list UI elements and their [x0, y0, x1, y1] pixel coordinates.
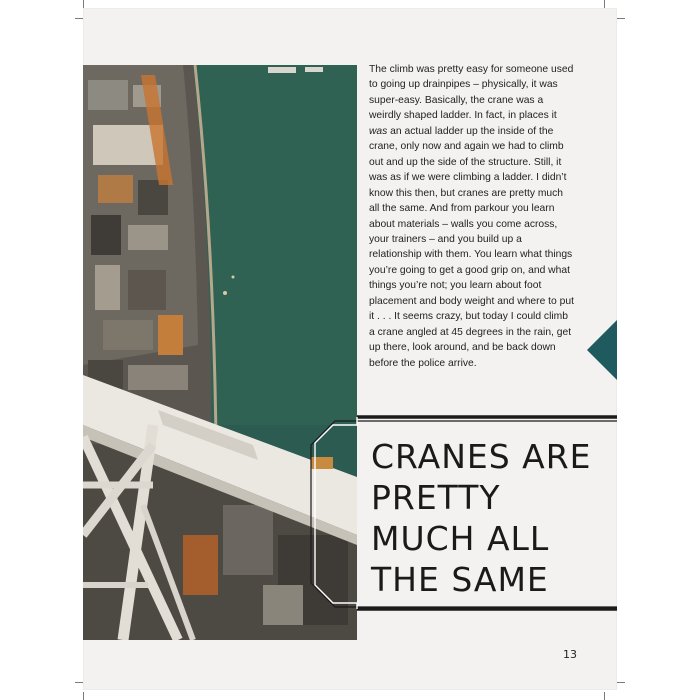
crop-mark-top-left-h — [75, 18, 83, 19]
body-text-part-1: The climb was pretty easy for someone used to going up drainpipes – physically, it was super-easy. Basically, the crane was a weirdly shaped ladder. In fact, in places it — [369, 64, 574, 122]
crop-mark-top-left-v — [83, 0, 84, 8]
pull-quote-line-3: MUCH ALL — [371, 519, 550, 558]
teal-triangle-tab — [587, 320, 617, 380]
body-paragraph — [369, 62, 574, 371]
pull-quote-line-2: PRETTY — [371, 478, 501, 517]
pull-quote-line-1: CRANES ARE — [371, 437, 592, 476]
page-number: 13 — [563, 648, 577, 661]
crop-mark-bottom-left-v — [83, 692, 84, 700]
crop-mark-bottom-right-v — [604, 692, 605, 700]
pull-quote-line-4: THE SAME — [371, 560, 549, 599]
crop-mark-bottom-left-h — [75, 682, 83, 683]
body-text-part-2: an actual ladder up the inside of the crane, only now and again we had to climb out and up the side of the structure. Still, it was as if we were climbing a ladder. I didn’t know this then, but cranes are pretty much all the same. And from parkour you learn about materials – walls you come across, your trainers – and you build up a relationship with them. You learn what things you’re going to get a good grip on, and what things you’re not; you learn about foot placement and body weight and where to put it . . . It seems crazy, but today I could climb a crane angled at 45 degrees in the rain, get up there, look around, and be back down before the police arrive. — [369, 125, 574, 369]
crop-mark-top-right-v — [604, 0, 605, 8]
crop-mark-bottom-right-h — [617, 682, 625, 683]
crop-mark-top-right-h — [617, 18, 625, 19]
pull-quote — [371, 436, 611, 600]
body-text-emphasis: was — [369, 125, 388, 137]
